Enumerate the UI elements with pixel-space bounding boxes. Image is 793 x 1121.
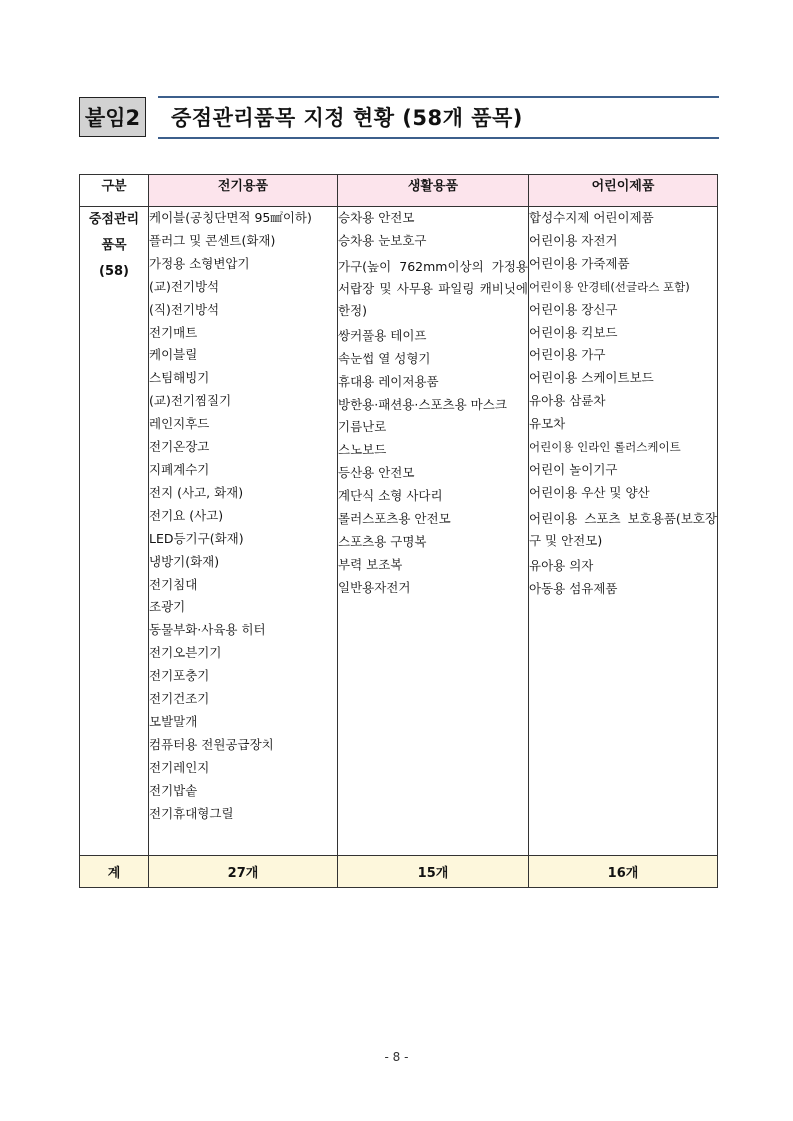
header-children: 어린이제품	[529, 175, 718, 207]
list-item: 어린이용 스케이트보드	[529, 370, 654, 386]
list-item: 승차용 눈보호구	[338, 232, 427, 248]
table-total-row	[80, 856, 718, 888]
list-item: 어린이용 가구	[529, 347, 606, 363]
total-label: 계	[80, 856, 149, 888]
list-item: 속눈썹 열 성형기	[338, 350, 431, 366]
list-item: 어린이용 자전거	[529, 232, 618, 248]
list-item: 전기침대	[149, 576, 198, 592]
list-item: 전기건조기	[149, 691, 210, 707]
managed-items-table	[79, 174, 718, 888]
list-item: 승차용 안전모	[338, 210, 415, 225]
row-label-line: 중점관리	[88, 212, 140, 227]
list-item: 플러그 및 콘센트(화재)	[149, 232, 276, 248]
list-item: 어린이용 안경테(선글라스 포함)	[529, 279, 690, 294]
list-item: 전지 (사고, 화재)	[149, 484, 244, 500]
list-item: 케이블(공칭단면적 95㎟이하)	[149, 210, 312, 225]
living-items	[338, 207, 529, 856]
list-item: 유아용 의자	[529, 557, 594, 573]
list-item: 스포츠용 구명복	[338, 533, 427, 549]
list-item: LED등기구(화재)	[149, 530, 244, 546]
list-item: 부력 보조복	[338, 556, 403, 572]
children-items	[529, 207, 718, 856]
header-category: 구분	[80, 175, 149, 207]
list-item: (교)전기방석	[149, 278, 220, 294]
list-item: (직)전기방석	[149, 301, 220, 317]
list-item: 모발말개	[149, 713, 198, 729]
list-item: 전기매트	[149, 324, 198, 340]
list-item: 전기오븐기기	[149, 645, 222, 661]
page-title: 중점관리품목 지정 현황 (58개 품목)	[171, 106, 523, 130]
list-item: 어린이용 가죽제품	[529, 255, 630, 271]
title-bottom-rule	[158, 137, 719, 139]
list-item: 쌍커풀용 테이프	[338, 327, 427, 343]
list-item: 레인지후드	[149, 416, 210, 432]
page-number: - 8 -	[384, 1050, 409, 1064]
list-item: 롤러스포츠용 안전모	[338, 511, 451, 527]
list-item: 어린이용 인라인 롤러스케이트	[529, 440, 681, 455]
list-item: 기름난로	[338, 419, 387, 435]
list-item: 등산용 안전모	[338, 465, 415, 481]
list-item: 스노보드	[338, 442, 387, 458]
row-label-line: 품목	[101, 238, 127, 253]
list-item: 전기레인지	[149, 759, 210, 775]
list-item: 방한용·패션용·스포츠용 마스크	[338, 396, 507, 412]
list-item: 일반용자전거	[338, 579, 411, 595]
list-item: 가구(높이 762mm이상의 가정용 서랍장 및 사무용 파일링 캐비닛에 한정)	[338, 258, 528, 318]
header-electrical: 전기용품	[149, 175, 338, 207]
list-item: 어린이용 우산 및 양산	[529, 484, 650, 500]
list-item: (교)전기찜질기	[149, 393, 232, 409]
attachment-title-bar	[79, 96, 719, 140]
list-item: 컴퓨터용 전원공급장치	[149, 736, 274, 752]
list-item: 전기포충기	[149, 668, 210, 684]
list-item: 합성수지제 어린이제품	[529, 210, 654, 225]
list-item: 냉방기(화재)	[149, 553, 220, 569]
list-item: 동물부화·사육용 히터	[149, 622, 266, 638]
list-item: 어린이용 스포츠 보호용품(보호장구 및 안전모)	[529, 510, 717, 548]
list-item: 어린이용 킥보드	[529, 324, 618, 340]
list-item: 지폐계수기	[149, 461, 210, 477]
list-item: 스팀해빙기	[149, 370, 210, 386]
list-item: 전기밥솥	[149, 782, 198, 798]
list-item: 휴대용 레이저용품	[338, 373, 439, 389]
total-electrical: 27개	[149, 856, 338, 888]
list-item: 가정용 소형변압기	[149, 255, 250, 271]
list-item: 계단식 소형 사다리	[338, 488, 443, 504]
attachment-badge: 붙임2	[79, 97, 146, 137]
list-item: 조광기	[149, 599, 186, 615]
total-living: 15개	[338, 856, 529, 888]
list-item: 유아용 삼륜차	[529, 393, 606, 409]
list-item: 어린이용 장신구	[529, 301, 618, 317]
header-living: 생활용품	[338, 175, 529, 207]
electrical-items	[149, 207, 338, 856]
list-item: 아동용 섬유제품	[529, 580, 618, 596]
list-item: 유모차	[529, 416, 566, 432]
list-item: 어린이 놀이기구	[529, 461, 618, 477]
row-label-line: (58)	[99, 264, 129, 279]
list-item: 전기요 (사고)	[149, 507, 224, 523]
title-top-rule	[158, 96, 719, 98]
total-children: 16개	[529, 856, 718, 888]
table-header-row	[80, 175, 718, 207]
list-item: 전기온장고	[149, 439, 210, 455]
list-item: 케이블릴	[149, 347, 198, 363]
table-body-row	[80, 207, 718, 856]
row-label	[80, 207, 149, 856]
list-item: 전기휴대형그릴	[149, 805, 234, 821]
